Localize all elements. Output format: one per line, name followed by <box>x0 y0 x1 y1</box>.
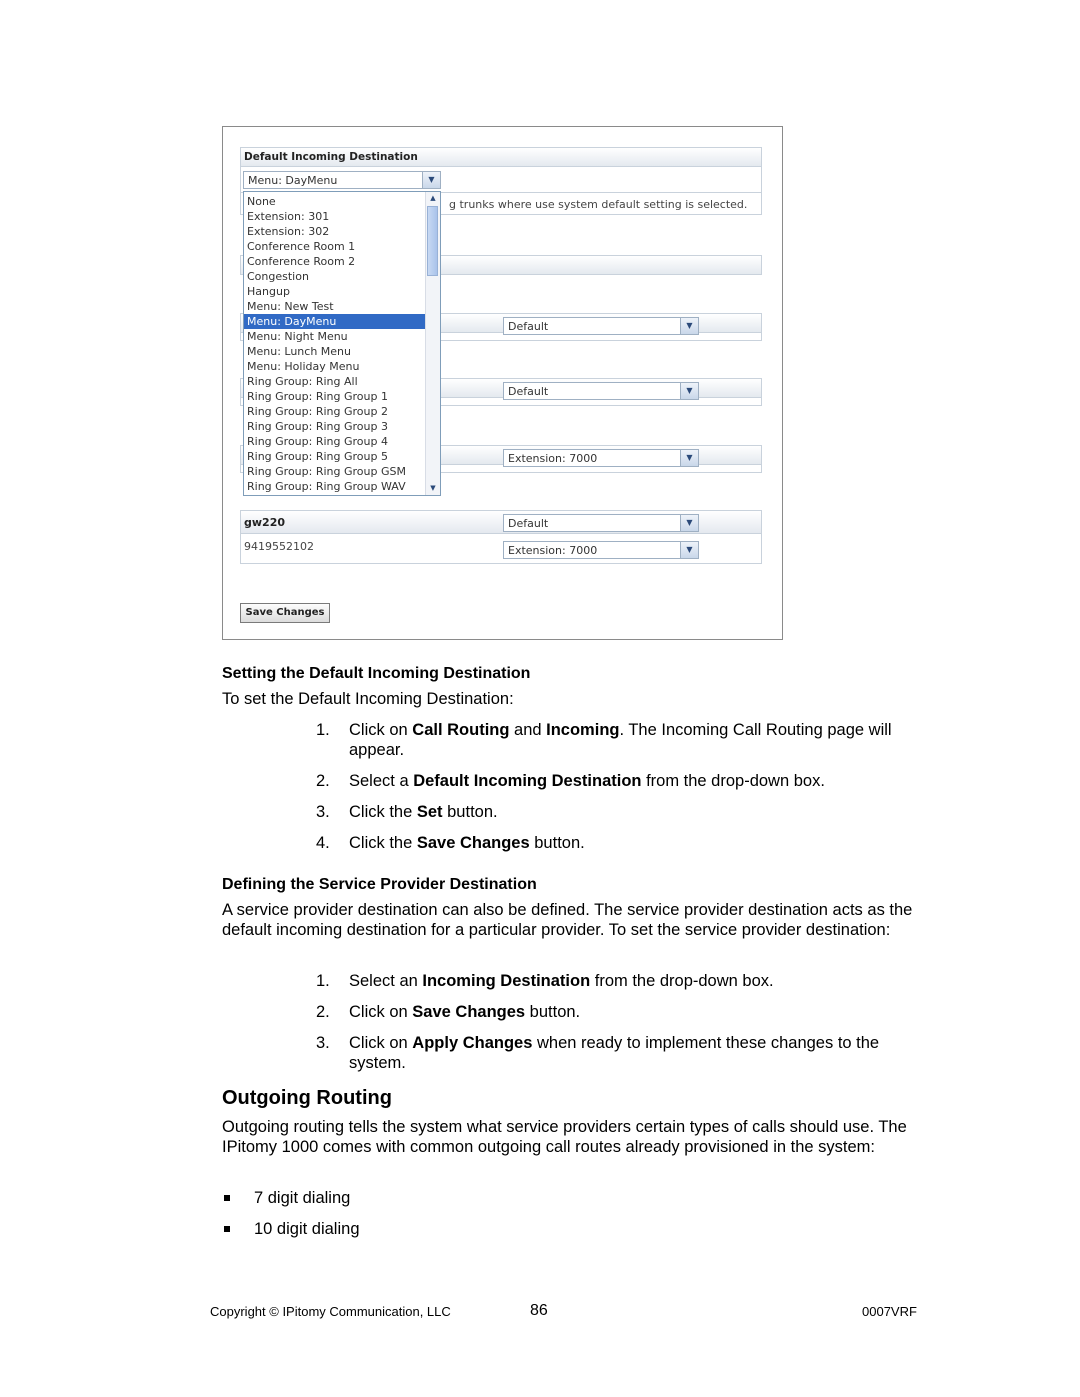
step-number: 1. <box>316 972 330 990</box>
section-heading: Setting the Default Incoming Destination <box>222 665 531 682</box>
trunk-select-3[interactable] <box>503 449 699 467</box>
step-text: Select a Default Incoming Destination from the drop-down box. <box>349 772 825 790</box>
dropdown-option[interactable]: Menu: Holiday Menu <box>247 360 360 373</box>
chevron-down-icon[interactable]: ▼ <box>680 515 698 531</box>
scroll-down-icon[interactable]: ▼ <box>430 484 436 492</box>
dropdown-option[interactable]: Menu: New Test <box>247 300 334 313</box>
hint-text: g trunks where use system default setting is selected. <box>449 198 748 211</box>
bullet-icon <box>224 1195 230 1201</box>
gateway-name: gw220 <box>244 516 285 529</box>
trunk-select-1[interactable] <box>503 317 699 335</box>
step-number: 3. <box>316 1034 330 1052</box>
gateway-number-select[interactable] <box>503 541 699 559</box>
step-text: Select an Incoming Destination from the drop-down box. <box>349 972 774 990</box>
select-value: Menu: DayMenu <box>248 174 338 187</box>
default-destination-select[interactable] <box>243 171 441 189</box>
chevron-down-icon[interactable]: ▼ <box>680 450 698 466</box>
gateway-number: 9419552102 <box>244 540 314 553</box>
chevron-down-icon[interactable]: ▼ <box>422 172 440 188</box>
page-heading: Outgoing Routing <box>222 1087 392 1109</box>
section-heading: Defining the Service Provider Destination <box>222 876 537 893</box>
incoming-routing-screenshot <box>222 126 783 640</box>
step-text: Click on Apply Changes when ready to implement these changes to the system. <box>349 1034 880 1072</box>
chevron-down-icon[interactable]: ▼ <box>680 318 698 334</box>
select-value: Extension: 7000 <box>508 544 598 557</box>
dropdown-option[interactable]: Conference Room 2 <box>247 255 356 268</box>
step-number: 1. <box>316 721 330 739</box>
step-number: 2. <box>316 772 330 790</box>
dropdown-option-highlighted[interactable]: Menu: DayMenu <box>244 314 425 329</box>
dropdown-option[interactable]: Hangup <box>247 285 290 298</box>
dropdown-option[interactable]: Extension: 302 <box>247 225 330 238</box>
select-value: Default <box>508 385 549 398</box>
step-text: Click on Call Routing and Incoming. The Incoming Call Routing page will appear. <box>349 721 892 759</box>
dropdown-option[interactable]: Conference Room 1 <box>247 240 356 253</box>
dropdown-option[interactable]: Ring Group: Ring Group 2 <box>247 405 388 418</box>
chevron-down-icon[interactable]: ▼ <box>680 542 698 558</box>
dropdown-option[interactable]: Menu: Lunch Menu <box>247 345 352 358</box>
step-text: Click on Save Changes button. <box>349 1003 581 1021</box>
dropdown-option[interactable]: Ring Group: Ring Group WAV <box>247 480 406 493</box>
scroll-up-icon[interactable]: ▲ <box>430 194 436 202</box>
default-incoming-destination-header <box>240 147 762 167</box>
bullet-text: 7 digit dialing <box>254 1189 351 1207</box>
footer-copyright: Copyright © IPitomy Communication, LLC <box>210 1304 451 1319</box>
section-title: Default Incoming Destination <box>244 151 418 163</box>
scrollbar-thumb[interactable] <box>427 206 438 276</box>
dropdown-option[interactable]: Congestion <box>247 270 309 283</box>
section-intro: To set the Default Incoming Destination: <box>222 690 514 708</box>
step-text: Click the Set button. <box>349 803 498 821</box>
dropdown-option[interactable]: Ring Group: Ring Group 3 <box>247 420 388 433</box>
section-intro: Outgoing routing tells the system what service providers certain types of calls should use. The IPitomy 1000 comes with common outgoing call routes already provisioned in the system: <box>222 1118 907 1156</box>
dropdown-option[interactable]: None <box>247 195 276 208</box>
gateway-select[interactable] <box>503 514 699 532</box>
chevron-down-icon[interactable]: ▼ <box>680 383 698 399</box>
dropdown-option[interactable]: Ring Group: Ring Group 1 <box>247 390 388 403</box>
step-number: 3. <box>316 803 330 821</box>
step-number: 2. <box>316 1003 330 1021</box>
bullet-text: 10 digit dialing <box>254 1220 360 1238</box>
select-value: Extension: 7000 <box>508 452 598 465</box>
save-changes-button[interactable]: Save Changes <box>240 603 330 623</box>
dropdown-option[interactable]: Ring Group: Ring Group GSM <box>247 465 406 478</box>
section-intro: A service provider destination can also be defined. The service provider destination acts as the default incoming destination for a particular provider. To set the service provider destination: <box>222 901 913 939</box>
dropdown-option[interactable]: Ring Group: Ring Group 4 <box>247 435 388 448</box>
page-number: 86 <box>530 1302 548 1319</box>
bullet-icon <box>224 1226 230 1232</box>
document-code: 0007VRF <box>862 1304 917 1319</box>
dropdown-option[interactable]: Extension: 301 <box>247 210 330 223</box>
dropdown-option[interactable]: Ring Group: Ring All <box>247 375 358 388</box>
dropdown-option[interactable]: Ring Group: Ring Group 5 <box>247 450 388 463</box>
dropdown-option[interactable]: Menu: Night Menu <box>247 330 348 343</box>
dropdown-scrollbar[interactable] <box>425 192 440 495</box>
step-text: Click the Save Changes button. <box>349 834 585 852</box>
select-value: Default <box>508 517 549 530</box>
select-value: Default <box>508 320 549 333</box>
trunk-select-2[interactable] <box>503 382 699 400</box>
step-number: 4. <box>316 834 330 852</box>
destination-dropdown-list[interactable] <box>243 191 441 496</box>
